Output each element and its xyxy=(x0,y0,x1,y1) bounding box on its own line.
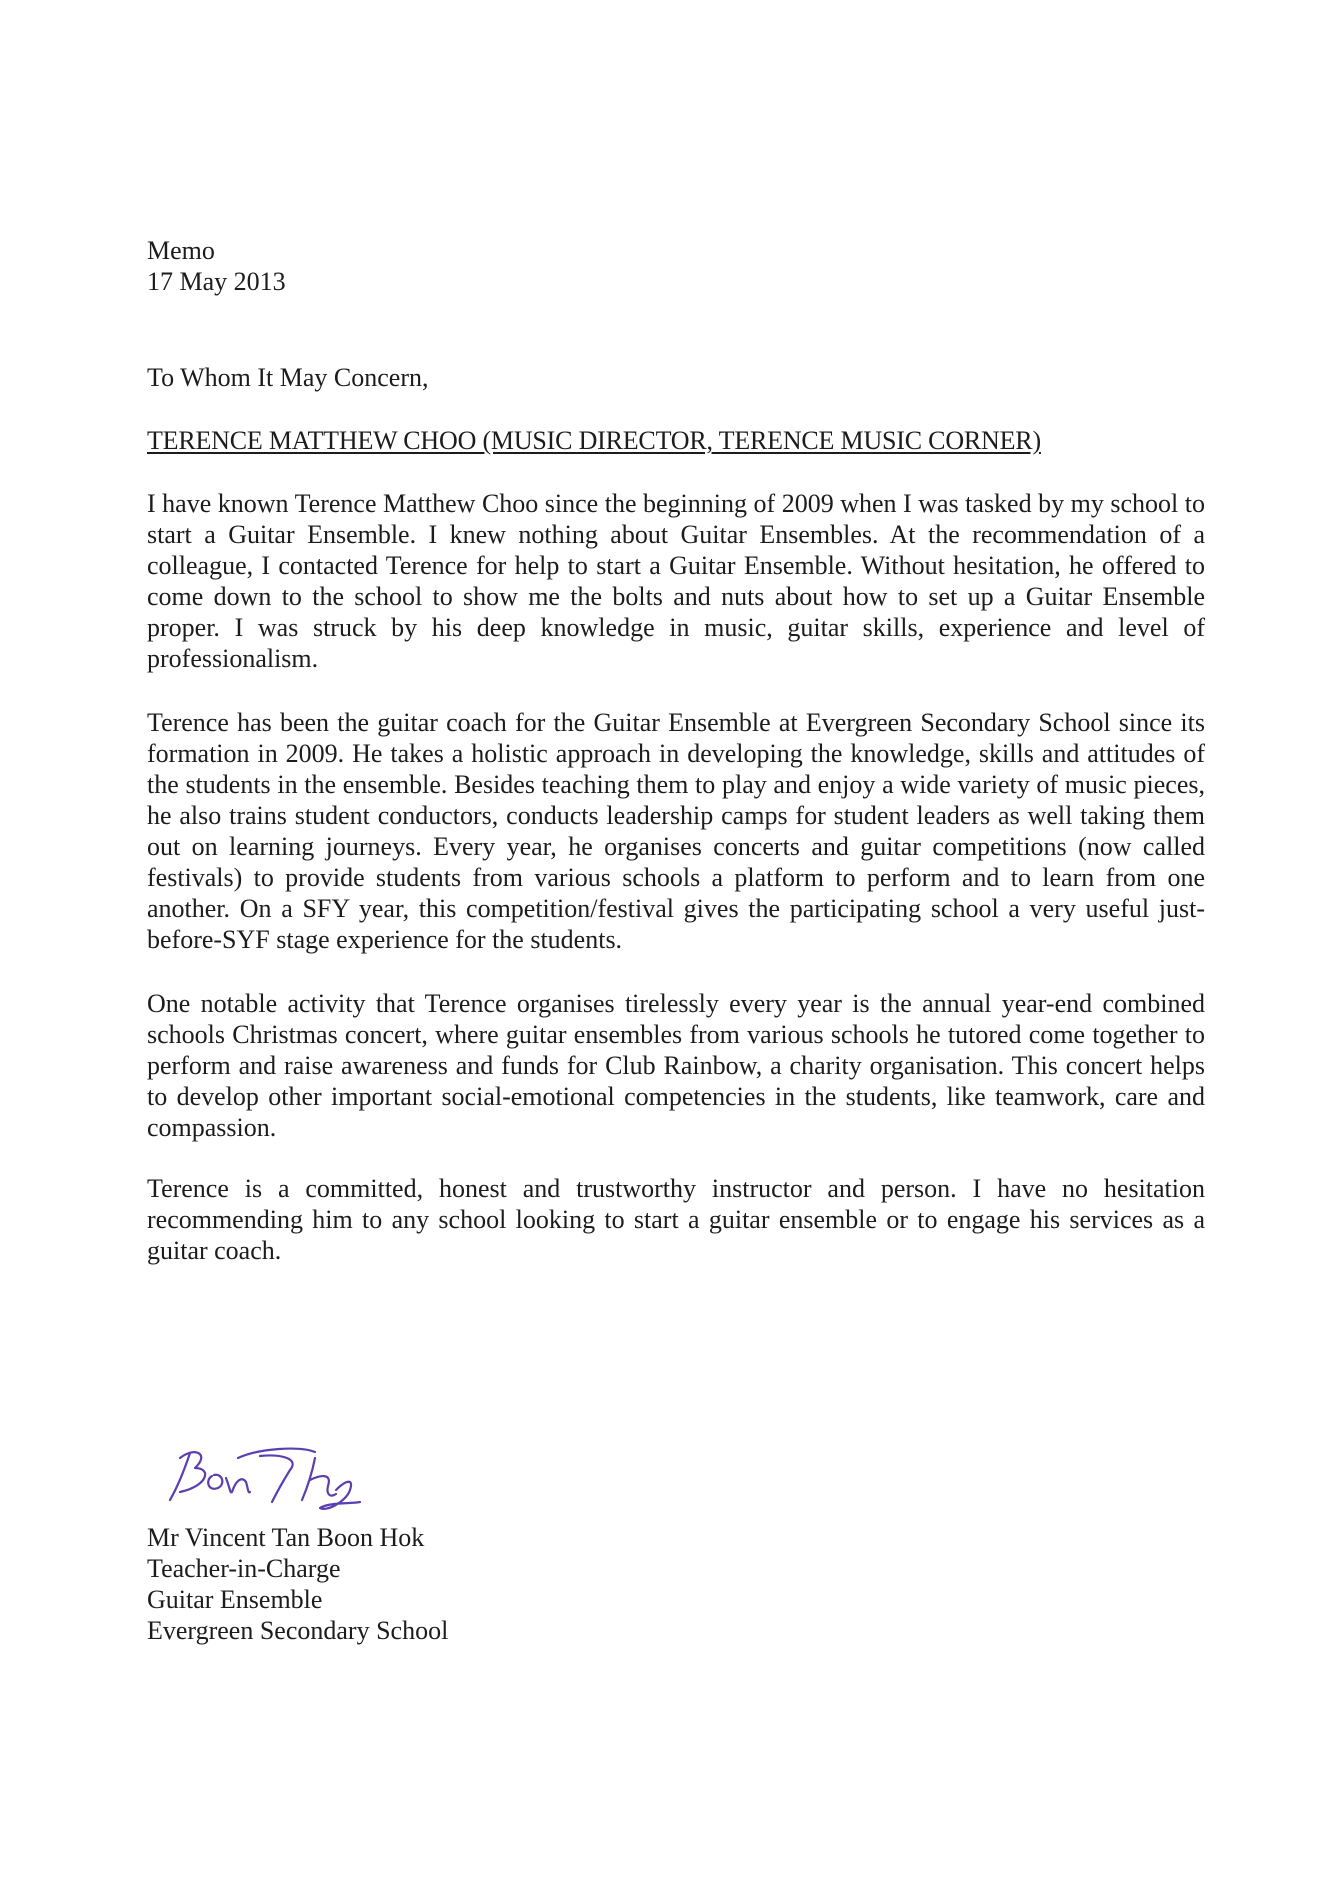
salutation: To Whom It May Concern, xyxy=(147,363,429,392)
body-paragraph-3: One notable activity that Terence organises tirelessly every year is the annual year-end combined schools Christmas concert, where guitar ensembles from various schools he tutored come together to perform and raise awareness and funds for Club Rainbow, a charity organisation. This concert helps to develop other important social-emotional competencies in the students, like teamwork, care and compassion. xyxy=(147,989,1205,1142)
handwritten-signature xyxy=(150,1418,390,1518)
signatory-unit: Guitar Ensemble xyxy=(147,1585,323,1614)
body-paragraph-2: Terence has been the guitar coach for the Guitar Ensemble at Evergreen Secondary School since its formation in 2009. He takes a holistic approach in developing the knowledge, skills and attitudes of the students in the ensemble. Besides teaching them to play and enjoy a wide variety of music pieces, he also trains student conductors, conducts leadership camps for student leaders as well taking them out on learning journeys. Every year, he organises concerts and guitar competitions (now called festivals) to provide students from various schools a platform to perform and to learn from one another. On a SFY year, this competition/festival gives the participating school a very useful just-before-SYF stage experience for the students. xyxy=(147,708,1205,954)
signatory-name: Mr Vincent Tan Boon Hok xyxy=(147,1523,425,1552)
signatory-school: Evergreen Secondary School xyxy=(147,1616,449,1645)
signatory-title: Teacher-in-Charge xyxy=(147,1554,341,1583)
memo-header xyxy=(147,235,286,297)
body-paragraph-4: Terence is a committed, honest and trustworthy instructor and person. I have no hesitation recommending him to any school looking to start a guitar ensemble or to engage his services as a guitar coach. xyxy=(147,1174,1205,1265)
signatory-block xyxy=(147,1522,448,1646)
subject-line: TERENCE MATTHEW CHOO (MUSIC DIRECTOR, TERENCE MUSIC CORNER) xyxy=(147,426,1041,455)
body-paragraph-1: I have known Terence Matthew Choo since the beginning of 2009 when I was tasked by my school to start a Guitar Ensemble. I knew nothing about Guitar Ensembles. At the recommendation of a colleague, I contacted Terence for help to start a Guitar Ensemble. Without hesitation, he offered to come down to the school to show me the bolts and nuts about how to set up a Guitar Ensemble proper. I was struck by his deep knowledge in music, guitar skills, experience and level of professionalism. xyxy=(147,489,1205,673)
memo-label: Memo xyxy=(147,236,215,265)
memo-date: 17 May 2013 xyxy=(147,267,286,296)
